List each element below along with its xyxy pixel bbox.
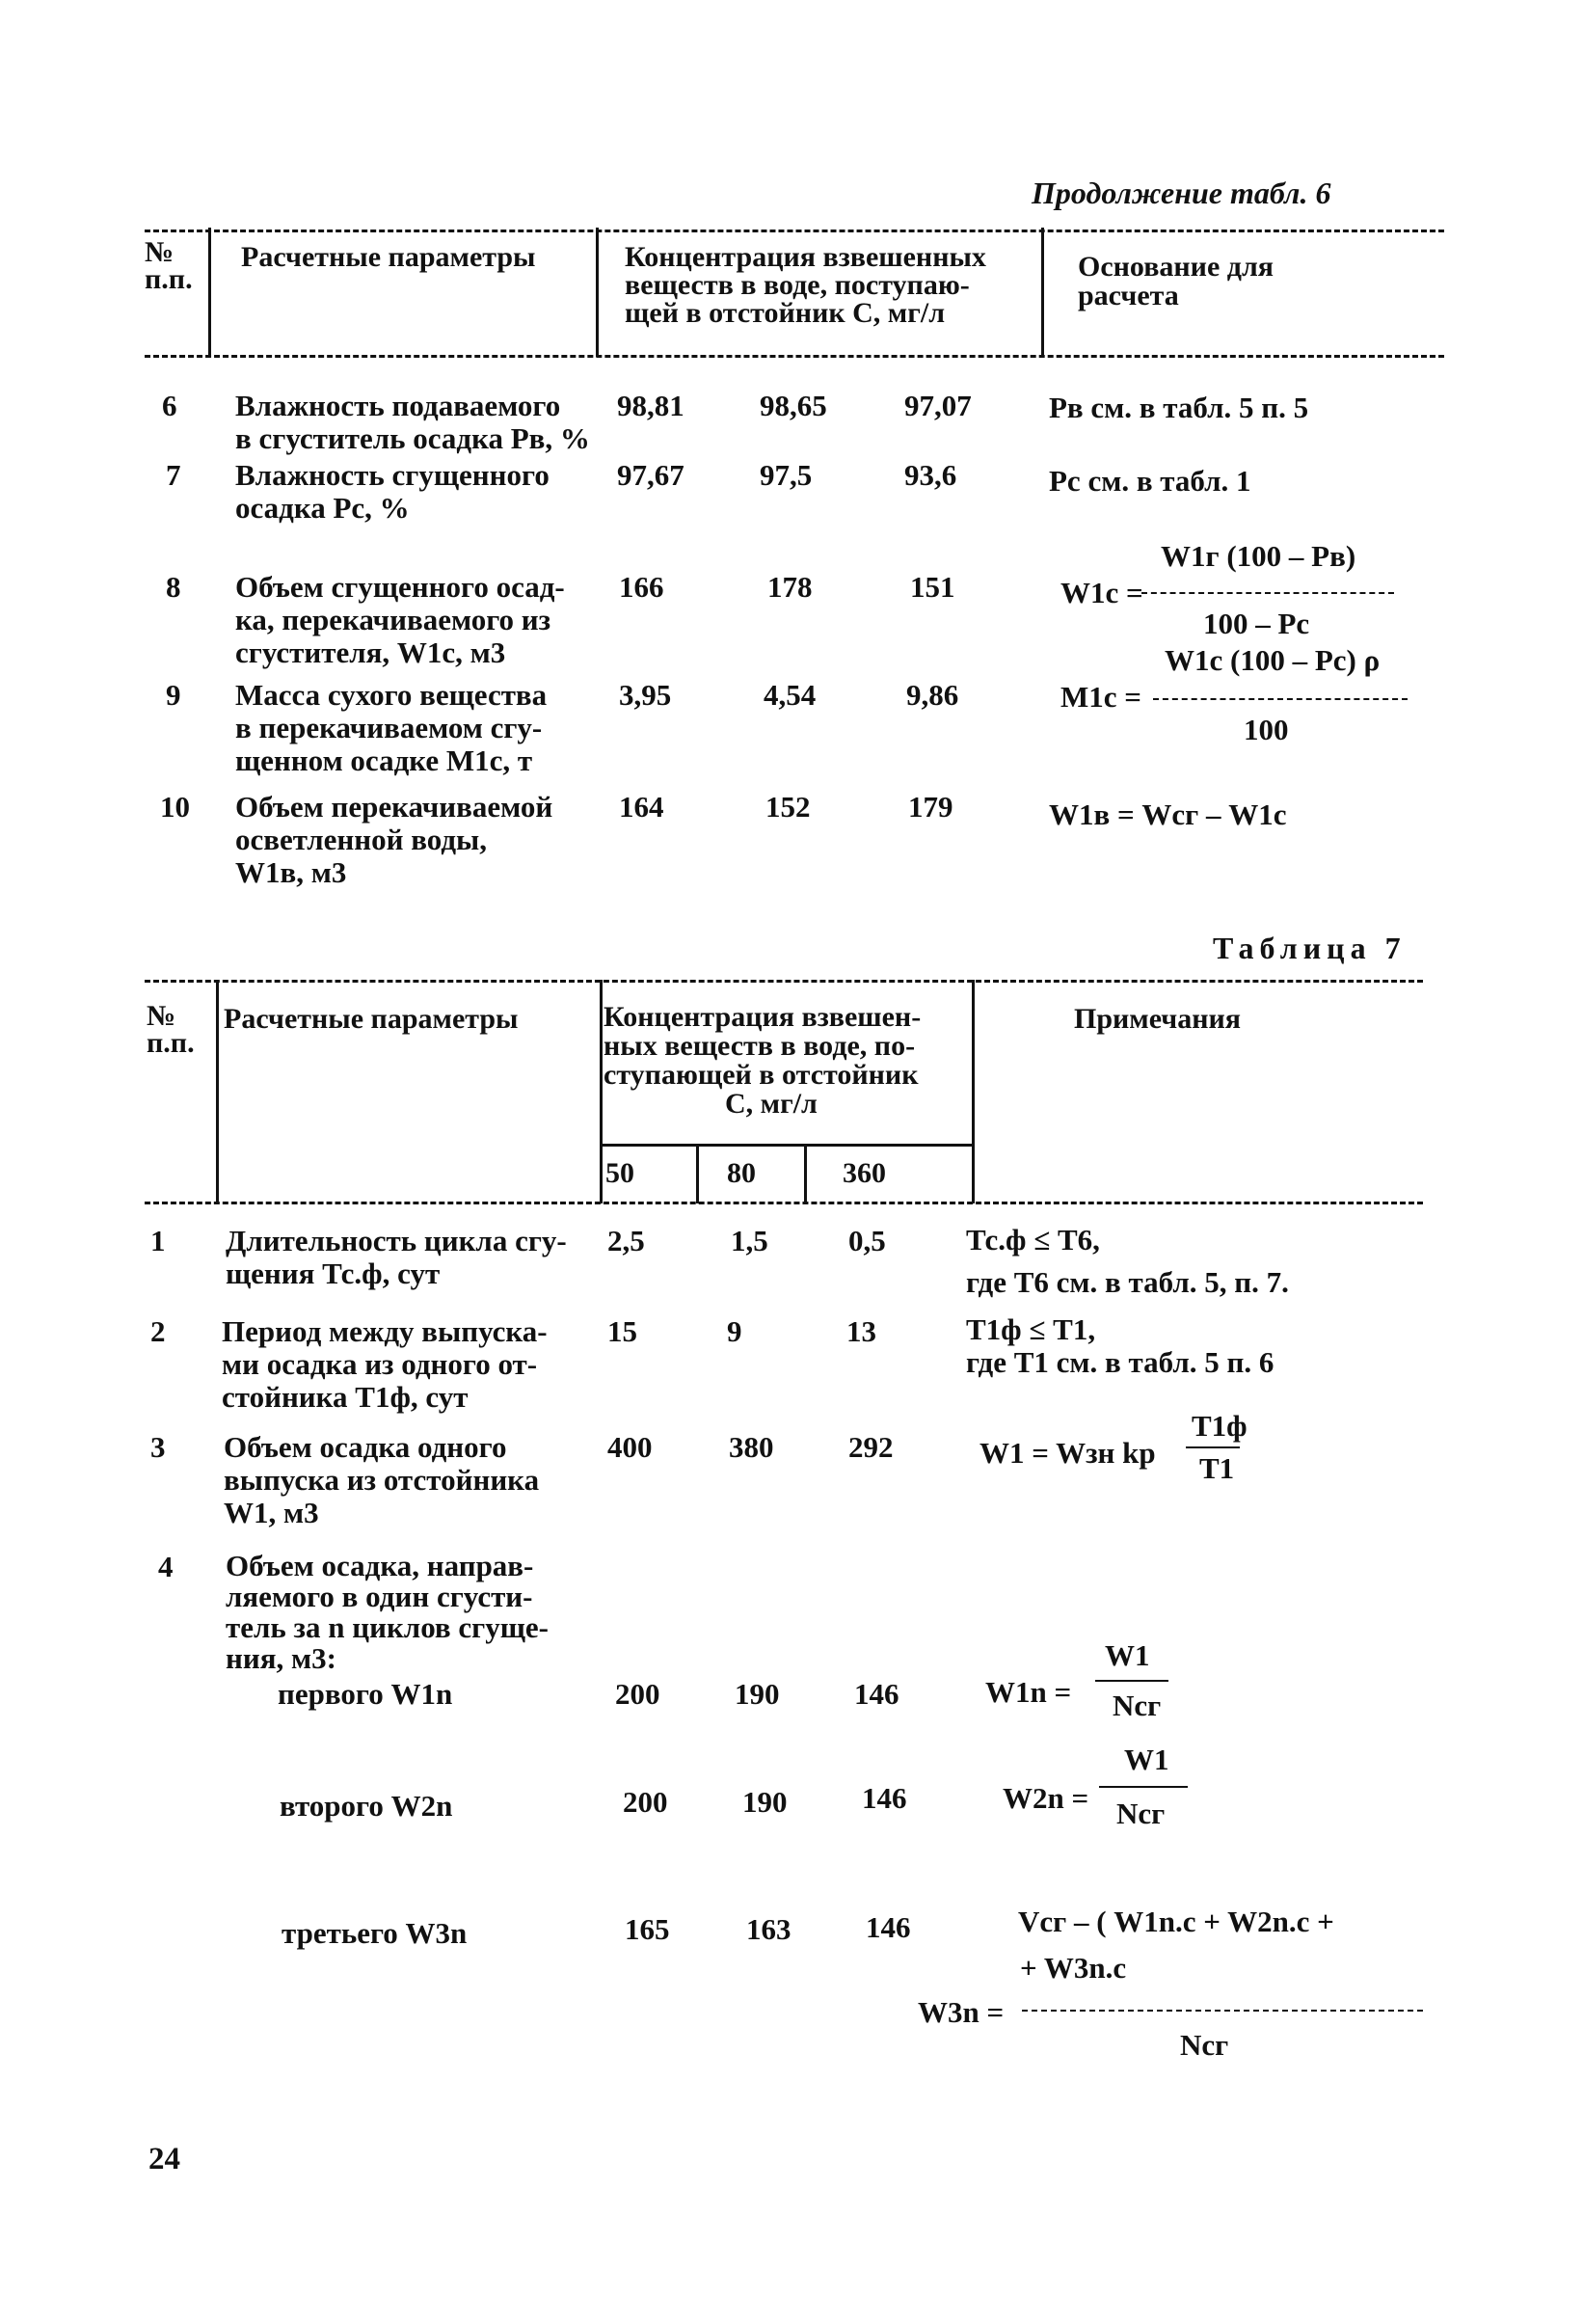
table7-header-rule (145, 1202, 1423, 1204)
table6-row-num: 6 (162, 389, 177, 422)
table7-caption: Таблица 7 (1213, 931, 1407, 965)
table6-row-value: 97,67 (617, 458, 684, 492)
table7-subrow-value: 190 (735, 1677, 780, 1711)
table7-row-note: Т1ф ≤ Т1, где Т1 см. в табл. 5 п. 6 (966, 1312, 1274, 1379)
formula-w1n-denominator: Nсг (1113, 1689, 1162, 1722)
table6-row-param: Объем перекачиваемой осветленной воды, W1в, м3 (235, 790, 553, 889)
table7-subrow-value: 200 (623, 1785, 668, 1819)
table6-divider-3 (1041, 228, 1044, 357)
formula-m1c-fraction-bar (1153, 698, 1408, 700)
formula-w1c-denominator: 100 – Рс (1203, 607, 1310, 640)
table7-subrow-value: 146 (854, 1677, 899, 1711)
table7-row-note: Тс.ф ≤ Т6, где Т6 см. в табл. 5, п. 7. (966, 1223, 1289, 1299)
table6-header-rule (145, 355, 1444, 358)
formula-m1c-numerator: W1с (100 – Рс) ρ (1165, 643, 1381, 677)
table6-row-value: 98,65 (760, 389, 827, 422)
table6-row-param: Масса сухого вещества в перекачиваемом сгу- щенном осадке М1с, т (235, 678, 548, 777)
page-number: 24 (148, 2142, 180, 2176)
table6-row-value: 166 (619, 570, 664, 604)
table7-row-num: 2 (150, 1314, 166, 1348)
formula-w1-numerator: Т1ф (1192, 1409, 1248, 1443)
table7-row-value: 0,5 (848, 1224, 886, 1257)
table7-row-value: 9 (727, 1314, 742, 1348)
table6-row-value: 93,6 (904, 458, 957, 492)
formula-w1c-lhs: W1с = (1060, 576, 1143, 609)
table7-subrow-value: 146 (862, 1781, 907, 1815)
table6-row-num: 8 (166, 570, 181, 604)
table6-header-basis: Основание для расчета (1078, 251, 1274, 311)
formula-w2n-lhs: W2n = (1003, 1781, 1089, 1815)
formula-w3n-lhs: W3n = (918, 1995, 1005, 2029)
table7-subheader-rule (600, 1144, 972, 1147)
formula-w1-denominator: Т1 (1199, 1451, 1235, 1485)
formula-w1n-fraction-bar (1095, 1680, 1168, 1682)
formula-w1c-numerator: W1г (100 – Рв) (1161, 539, 1356, 573)
table7-row-param: Объем осадка, направ- ляемого в один сгусти- тель за n циклов сгуще- ния, м3: (226, 1549, 550, 1675)
table7-row-value: 1,5 (731, 1224, 768, 1257)
table7-subrow-value: 165 (625, 1912, 670, 1946)
table6-row-value: 178 (767, 570, 813, 604)
formula-w3n-numerator-line2: + W3n.c (1020, 1951, 1127, 1985)
table7-row-value: 15 (607, 1314, 637, 1348)
table7-top-rule (145, 980, 1423, 983)
table6-row-value: 179 (908, 790, 953, 824)
table7-subrow-value: 200 (615, 1677, 660, 1711)
table7-row-value: 2,5 (607, 1224, 645, 1257)
table6-row-num: 7 (166, 458, 181, 492)
table6-row-basis: Рс см. в табл. 1 (1049, 464, 1251, 498)
formula-m1c-lhs: М1с = (1060, 680, 1141, 714)
table7-subrow-value: 190 (742, 1785, 788, 1819)
table6-row-value: 152 (765, 790, 811, 824)
table7-subrow-label: третьего W3n (282, 1916, 468, 1950)
table6-row-num: 9 (166, 678, 181, 712)
table6-row-value: 164 (619, 790, 664, 824)
table7-row-value: 292 (848, 1430, 894, 1464)
table6-row-basis: Рв см. в табл. 5 п. 5 (1049, 391, 1309, 424)
formula-w1-fraction-bar (1186, 1446, 1240, 1448)
formula-w3n-fraction-bar (1022, 2010, 1423, 2012)
table7-subheader-80: 80 (727, 1157, 756, 1189)
table7-header-params: Расчетные параметры (224, 1003, 519, 1035)
table7-subrow-label: первого W1n (278, 1677, 453, 1711)
table6-row-value: 4,54 (764, 678, 817, 712)
formula-w1-lhs: W1 = Wзн kр (979, 1436, 1156, 1470)
formula-w1c-fraction-bar (1141, 592, 1394, 594)
table7-divider-1 (216, 980, 219, 1203)
formula-m1c-denominator: 100 (1244, 713, 1289, 746)
table7-row-value: 380 (729, 1430, 774, 1464)
table7-row-param: Период между выпуска- ми осадка из одного от- стойника Т1ф, сут (222, 1314, 548, 1414)
formula-w2n-fraction-bar (1099, 1786, 1188, 1788)
table6-row-param: Объем сгущенного осад- ка, перекачиваемого из сгустителя, W1с, м3 (235, 570, 565, 669)
table6-row-num: 10 (160, 790, 190, 824)
table6-divider-1 (208, 228, 211, 357)
table6-header-conc: Концентрация взвешенных веществ в воде, поступаю- щей в отстойник С, мг/л (625, 241, 986, 329)
formula-w3n-denominator: Nсг (1180, 2028, 1229, 2062)
table7-row-param: Длительность цикла сгу- щения Тс.ф, сут (226, 1224, 567, 1290)
table6-row-value: 97,07 (904, 389, 972, 422)
table6-header-params: Расчетные параметры (241, 241, 536, 273)
table7-subrow-value: 163 (746, 1912, 792, 1946)
table6-row-basis: W1в = Wсг – W1с (1049, 797, 1287, 831)
table6-row-param: Влажность подаваемого в сгуститель осадка Рв, % (235, 389, 590, 455)
table7-subheader-50: 50 (605, 1157, 634, 1189)
formula-w2n-numerator: W1 (1124, 1743, 1169, 1776)
table7-divider-2 (600, 980, 603, 1203)
table7-subdivider-2 (804, 1144, 807, 1203)
formula-w2n-denominator: Nсг (1116, 1797, 1166, 1830)
table7-header-conc: Концентрация взвешен- ных веществ в воде, по- ступающей в отстойник С, мг/л (604, 1001, 922, 1120)
table6-row-value: 3,95 (619, 678, 672, 712)
table7-row-param: Объем осадка одного выпуска из отстойника W1, м3 (224, 1430, 540, 1529)
formula-w1n-numerator: W1 (1105, 1638, 1150, 1672)
table7-row-value: 13 (846, 1314, 876, 1348)
table7-row-value: 400 (607, 1430, 653, 1464)
table7-divider-3 (972, 980, 975, 1203)
table6-divider-2 (596, 228, 599, 357)
table6-row-value: 98,81 (617, 389, 684, 422)
table6-row-value: 97,5 (760, 458, 813, 492)
table7-subrow-value: 146 (866, 1910, 911, 1944)
continuation-caption: Продолжение табл. 6 (1032, 176, 1331, 210)
table7-subrow-label: второго W2n (280, 1789, 453, 1823)
table7-row-num: 1 (150, 1224, 166, 1257)
table6-row-param: Влажность сгущенного осадка Рс, % (235, 458, 550, 525)
table6-top-rule (145, 230, 1444, 232)
table7-subheader-360: 360 (843, 1157, 886, 1189)
table6-header-num: № п.п. (145, 236, 193, 295)
table6-row-value: 151 (910, 570, 955, 604)
formula-w1n-lhs: W1n = (985, 1675, 1072, 1709)
table7-row-num: 4 (158, 1550, 174, 1583)
table7-subdivider-1 (696, 1144, 699, 1203)
table6-row-value: 9,86 (906, 678, 959, 712)
table7-header-num: № п.п. (147, 1000, 195, 1059)
table7-row-num: 3 (150, 1430, 166, 1464)
formula-w3n-numerator-line1: Vсг – ( W1n.c + W2n.c + (1018, 1905, 1334, 1938)
table7-header-notes: Примечания (1074, 1003, 1242, 1035)
